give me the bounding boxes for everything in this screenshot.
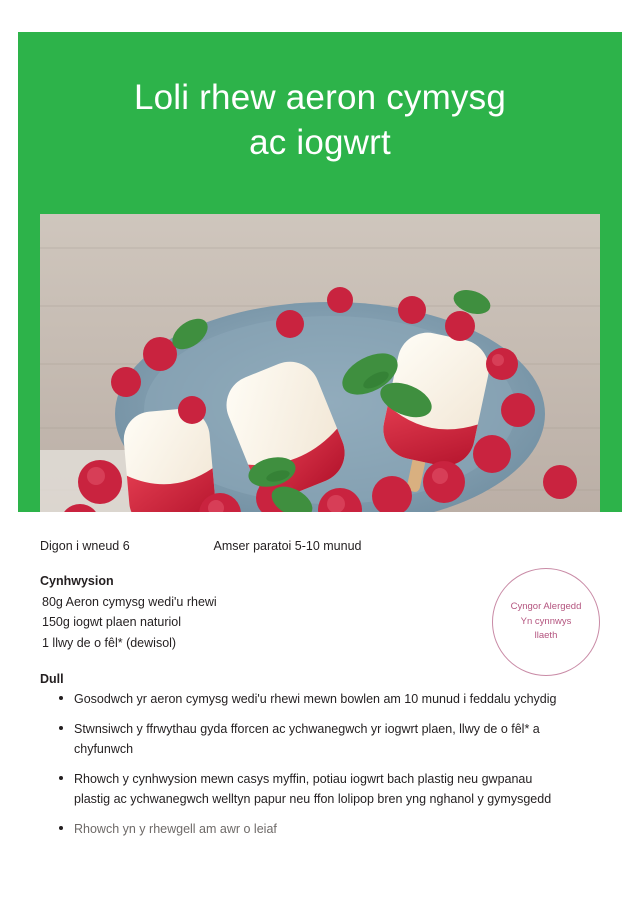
ingredients-heading: Cynhwysion <box>40 574 114 588</box>
page-title <box>18 32 622 166</box>
list-item: 1 llwy de o fêl* (dewisol) <box>42 635 177 650</box>
method-heading: Dull <box>40 672 64 686</box>
list-item: 80g Aeron cymysg wedi'u rhewi <box>42 595 217 609</box>
recipe-details <box>18 512 622 905</box>
allergy-line-2: Yn cynnwys <box>520 615 572 627</box>
servings-text: Digon i wneud 6 <box>40 539 130 553</box>
allergy-advice-badge <box>492 568 600 676</box>
prep-time-text: Amser paratoi 5-10 munud <box>213 539 362 553</box>
allergy-line-1: Cyngor Alergedd <box>510 600 582 612</box>
title-line-1: Loli rhew aeron cymysg <box>133 78 507 117</box>
list-item: Gosodwch yr aeron cymysg wedi'u rhewi mewn bowlen am 10 munud i feddalu ychydig <box>58 690 563 709</box>
list-item: Rhowch y cynhwysion mewn casys myffin, potiau iogwrt bach plastig neu gwpanau plastig ac ychwanegwch welltyn papur neu ffon lolipop bren yng nghanol y gymysgedd <box>58 770 563 809</box>
recipe-photo <box>40 214 600 539</box>
list-item: 150g iogwt plaen naturiol <box>42 615 181 630</box>
list-item: Rhowch yn y rhewgell am awr o leiaf <box>58 820 563 827</box>
title-line-2: ac iogwrt <box>249 122 391 162</box>
ingredients-list <box>42 592 217 653</box>
list-item: Stwnsiwch y ffrwythau gyda fforcen ac ychwanegwch yr iogwrt plaen, llwy de o fêl* a chyfunwch <box>58 720 563 759</box>
allergy-line-3: llaeth <box>534 630 558 642</box>
recipe-meta <box>40 539 580 553</box>
method-list <box>58 690 563 838</box>
